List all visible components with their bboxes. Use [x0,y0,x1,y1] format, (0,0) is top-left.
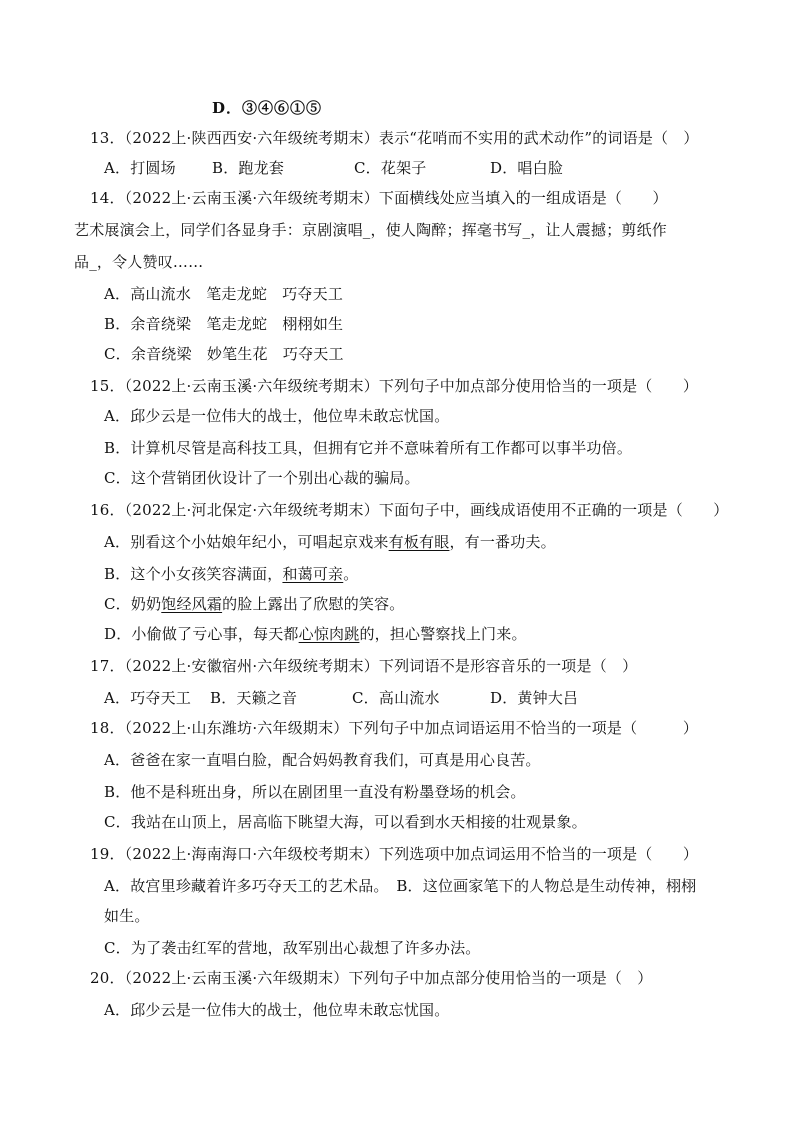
q15-stem: 15．（2022上·云南玉溪·六年级统考期末）下列句子中加点部分使用恰当的一项是（ ） [90,377,699,395]
q17-stem: 17．（2022上·安徽宿州·六年级统考期末）下列词语不是形容音乐的一项是（ ） [90,657,638,675]
q16-option-d-post: 的，担心警察找上门来。 [359,625,527,643]
q13-option-b: B．跑龙套 [212,159,285,177]
q16-option-c-post: 的脸上露出了欣慰的笑容。 [222,595,405,613]
q16-option-b [104,564,358,584]
q16-stem: 16．（2022上·河北保定·六年级统考期末）下面句子中，画线成语使用不正确的一项是（ ） [90,501,729,519]
q13-stem: 13．（2022上·陕西西安·六年级统考期末）表示“花哨而不实用的武术动作”的词语是（ ） [90,129,699,147]
q16-option-c-idiom: 饱经风霜 [161,595,223,613]
q15-option-b: B．计算机尽管是高科技工具，但拥有它并不意味着所有工作都可以事半功倍。 [104,439,633,457]
q20-stem: 20．（2022上·云南玉溪·六年级期末）下列句子中加点部分使用恰当的一项是（ ） [90,969,653,987]
q16-option-d-idiom: 心惊肉跳 [298,625,360,643]
q18-option-c: C．我站在山顶上，居高临下眺望大海，可以看到水天相接的壮观景象。 [104,813,587,831]
q15-option-c: C．这个营销团伙设计了一个别出心裁的骗局。 [104,469,420,487]
q18-option-b: B．他不是科班出身，所以在剧团里一直没有粉墨登场的机会。 [104,783,526,801]
q14-option-b: B．余音绕梁 笔走龙蛇 栩栩如生 [104,315,344,333]
q12-option-d: D．③④⑥①⑤ [212,99,323,117]
q19-options-ab-cont: 如生。 [104,907,150,925]
q15-option-a: A．邱少云是一位伟大的战士，他位卑未敢忘忧国。 [104,407,450,425]
q13-option-a: A．打圆场 [104,159,176,177]
q19-stem: 19．（2022上·海南海口·六年级校考期末）下列选项中加点词运用不恰当的一项是（ ） [90,845,699,863]
q17-option-a: A．巧夺天工 [104,689,192,707]
q16-option-d [104,624,527,644]
q14-option-a: A．高山流水 笔走龙蛇 巧夺天工 [104,285,344,303]
q20-option-a: A．邱少云是一位伟大的战士，他位卑未敢忘忧国。 [104,1001,450,1019]
q16-option-a [104,532,556,552]
q16-option-a-pre: A．别看这个小姑娘年纪小，可唱起京戏来 [104,533,389,551]
q19-option-c: C．为了袭击红军的营地，敌军别出心裁想了许多办法。 [104,939,481,957]
q17-option-d: D．黄钟大吕 [490,689,579,707]
q16-option-d-pre: D．小偷做了亏心事，每天都 [104,625,299,643]
q13-option-c: C．花架子 [354,159,427,177]
q16-option-b-idiom: 和蔼可亲 [282,565,344,583]
q16-option-a-idiom: 有板有眼 [388,533,450,551]
q17-option-c: C．高山流水 [352,689,440,707]
q16-option-c [104,594,405,614]
q14-option-c: C．余音绕梁 妙笔生花 巧夺天工 [104,345,344,363]
q16-option-a-post: ，有一番功夫。 [449,533,556,551]
q19-options-ab: A．故宫里珍藏着许多巧夺天工的艺术品。 B．这位画家笔下的人物总是生动传神，栩栩 [104,877,697,895]
q16-option-b-pre: B．这个小女孩笑容满面， [104,565,283,583]
q14-passage-line2: 品_，令人赞叹…… [74,253,204,271]
q18-stem: 18．（2022上·山东潍坊·六年级期末）下列句子中加点词语运用不恰当的一项是（ ） [90,719,699,737]
q13-option-d: D．唱白脸 [490,159,564,177]
q16-option-b-post: 。 [343,565,359,583]
q16-option-c-pre: C．奶奶 [104,595,162,613]
q18-option-a: A．爸爸在家一直唱白脸，配合妈妈教育我们，可真是用心良苦。 [104,751,541,769]
q14-passage-line1: 艺术展演会上，同学们各显身手：京剧演唱_，使人陶醉；挥毫书写_，让人震撼；剪纸作 [74,221,668,239]
q17-option-b: B．天籁之音 [210,689,298,707]
q14-stem: 14．（2022上·云南玉溪·六年级统考期末）下面横线处应当填入的一组成语是（ ） [90,189,668,207]
